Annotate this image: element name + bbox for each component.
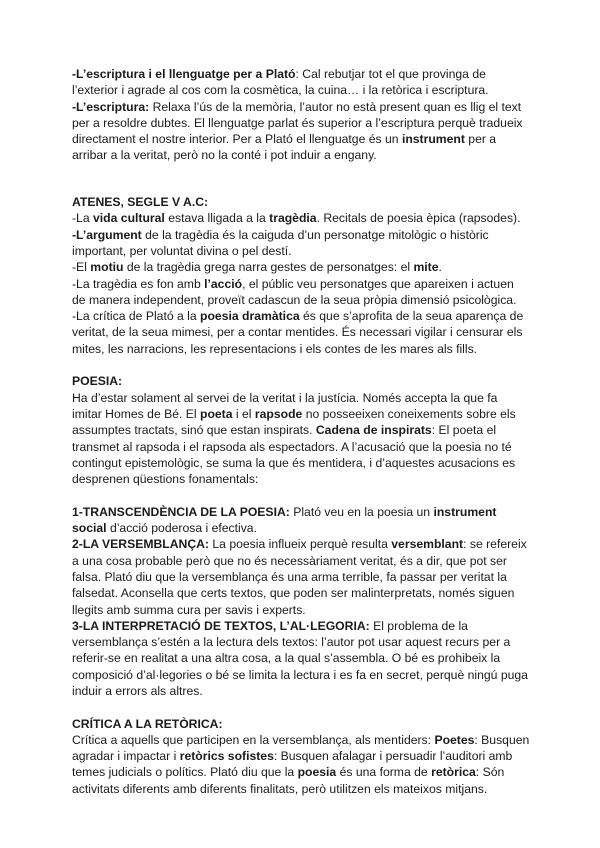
bold-term: retòrics sofistes bbox=[179, 749, 274, 764]
spacer bbox=[72, 357, 530, 373]
text-run: : Busquen afalagar i persuadir l’auditori amb temes judicials o polítics. Plató diu que la bbox=[72, 749, 513, 780]
text-run: . bbox=[438, 260, 442, 275]
paragraph-action bbox=[72, 276, 530, 309]
text-run: , el públic veu personatges que apareixen i actuen de manera independent, proveït cadascun de la seua pròpia dimensió psicològica. bbox=[72, 276, 517, 307]
bold-term: tragèdia bbox=[269, 211, 317, 226]
text-run: Crítica a aquells que participen en la versemblança, als mentiders: bbox=[72, 732, 435, 747]
heading-text: POESIA: bbox=[72, 374, 123, 389]
bold-term: 3-LA INTERPRETACIÓ DE TEXTOS, L’AL·LEGORIA: bbox=[72, 618, 370, 633]
bold-term: 2-LA VERSEMBLANÇA: bbox=[72, 537, 209, 552]
bold-term: poesia dramàtica bbox=[200, 309, 300, 324]
text-run: -La crítica de Plató a la bbox=[72, 309, 201, 324]
text-run: : Cal rebutjar tot el que provinga de l’exterior i agrade al cos com la cosmètica, la cuina… i la retòrica i escriptura. bbox=[72, 67, 489, 98]
bold-term: poeta bbox=[200, 406, 233, 421]
text-run: de la tragèdia grega narra gestes de personatges: el bbox=[123, 260, 414, 275]
section-heading-poesia bbox=[72, 373, 530, 389]
text-run: estava lligada a la bbox=[164, 211, 270, 226]
text-run: La poesia influeix perquè resulta bbox=[209, 537, 392, 552]
bold-term: poesia bbox=[297, 765, 337, 780]
text-run: de la tragèdia és la caiguda d’un personatge mitològic o històric important, per voluntat divina o pel destí. bbox=[72, 227, 489, 258]
spacer bbox=[72, 699, 530, 715]
paragraph-allegory bbox=[72, 618, 530, 699]
paragraph-argument bbox=[72, 227, 530, 260]
heading-text: CRÍTICA A LA RETÒRICA: bbox=[72, 716, 223, 731]
bold-term: 1-TRANSCENDÈNCIA DE LA POESIA: bbox=[72, 504, 290, 519]
paragraph-transcendence bbox=[72, 504, 530, 537]
text-run: és que s’aprofita de la seua aparença de veritat, de la seua mimesi, per a contar mentides. És necessari vigilar i censurar els mites, les narracions, les representacions i els contes de les mares als fills. bbox=[72, 309, 524, 356]
text-run: . Recitals de poesia èpica (rapsodes). bbox=[316, 211, 521, 226]
spacer bbox=[72, 487, 530, 503]
spacer bbox=[72, 180, 530, 194]
text-run: El problema de la versemblança s’estén a la lectura dels textos: l’autor pot usar aquest recurs per a referir-se en realitat a una altra cosa, a la qual s’assembla. O bé es prohibeix la composició d’al·legories o bé se limita la lectura i es fa en secret, perquè ningú puga induir a errors als altres. bbox=[72, 618, 528, 698]
text-run: per a arribar a la veritat, però no la conté i pot induir a engany. bbox=[72, 132, 497, 163]
text-run: -La bbox=[72, 211, 94, 226]
text-run: és una forma de bbox=[336, 765, 432, 780]
text-run: : Busquen agradar i impactar i bbox=[72, 732, 530, 764]
bold-term: retòrica bbox=[431, 765, 476, 780]
bold-term: -L’escriptura i el llenguatge per a Plató bbox=[72, 67, 296, 81]
bold-term: motiu bbox=[90, 260, 124, 275]
text-run: : se refereix a una cosa probable però que no és necessàriament veritat, és a dir, que pot ser falsa. Plató diu que la versemblança és una arma terrible, fa passar per veritat la falsedat. Aconsella que certs textos, que poden ser malinterpretats, només siguen llegits amb summa cura per savis i experts. bbox=[72, 537, 527, 617]
bold-term: -L’argument bbox=[72, 227, 142, 242]
text-run: Plató veu en la poesia un bbox=[289, 504, 434, 519]
bold-term: versemblant bbox=[391, 537, 464, 552]
paragraph-rhetoric-critique bbox=[72, 732, 530, 797]
bold-term: l’acció bbox=[204, 276, 243, 291]
text-run: no posseeixen coneixements sobre els assumptes tractats, sinó que estan inspirats. bbox=[72, 406, 516, 438]
text-run: -La tragèdia es fon amb bbox=[72, 276, 205, 291]
paragraph-verisimilitude bbox=[72, 536, 530, 617]
text-run: : El poeta el transmet al rapsoda i el rapsoda als espectadors. A l’acusació que la poesia no té contingut epistemològic, se suma la que és mentidera, i d’aquestes acusacions es desprenen qüestions fonamentals: bbox=[72, 423, 516, 487]
bold-term: rapsode bbox=[254, 406, 303, 421]
bold-term: Poetes bbox=[434, 732, 475, 747]
section-heading-rhetoric bbox=[72, 716, 530, 732]
text-run: Ha d’estar solament al servei de la veritat i la justícia. Només accepta la que fa imitar Homes de Bé. El bbox=[72, 390, 498, 421]
bold-term: Cadena de inspirats bbox=[315, 423, 432, 438]
paragraph-poetry bbox=[72, 390, 530, 488]
bold-term: mite bbox=[413, 260, 439, 275]
paragraph-plato-critique bbox=[72, 308, 530, 357]
bold-term: -L’escriptura: bbox=[72, 99, 150, 114]
text-run: : Són activitats diferents amb diferents finalitats, però utilitzen els mateixos mitjans. bbox=[72, 765, 505, 796]
spacer bbox=[72, 164, 530, 180]
paragraph-cultural-life bbox=[72, 210, 530, 226]
bold-term: instrument bbox=[401, 132, 465, 147]
paragraph-writing-language bbox=[72, 66, 530, 99]
text-run: -El bbox=[72, 260, 91, 275]
bold-term: vida cultural bbox=[93, 211, 165, 226]
paragraph-motive bbox=[72, 259, 530, 275]
paragraph-writing bbox=[72, 99, 530, 164]
heading-text: ATENES, SEGLE V A.C: bbox=[72, 195, 209, 210]
text-run: Relaxa l’ús de la memòria, l’autor no està present quan es llig el text per a resoldre dubtes. El llenguatge parlat és superior a l’escriptura perquè tradueix directament el nostre interior. Per a Plató el llenguatge és un bbox=[72, 99, 523, 147]
section-heading-atenes bbox=[72, 194, 530, 210]
text-run: d’acció poderosa i efectiva. bbox=[106, 521, 257, 536]
bold-term: instrument social bbox=[72, 504, 497, 536]
text-run: i el bbox=[232, 406, 255, 421]
